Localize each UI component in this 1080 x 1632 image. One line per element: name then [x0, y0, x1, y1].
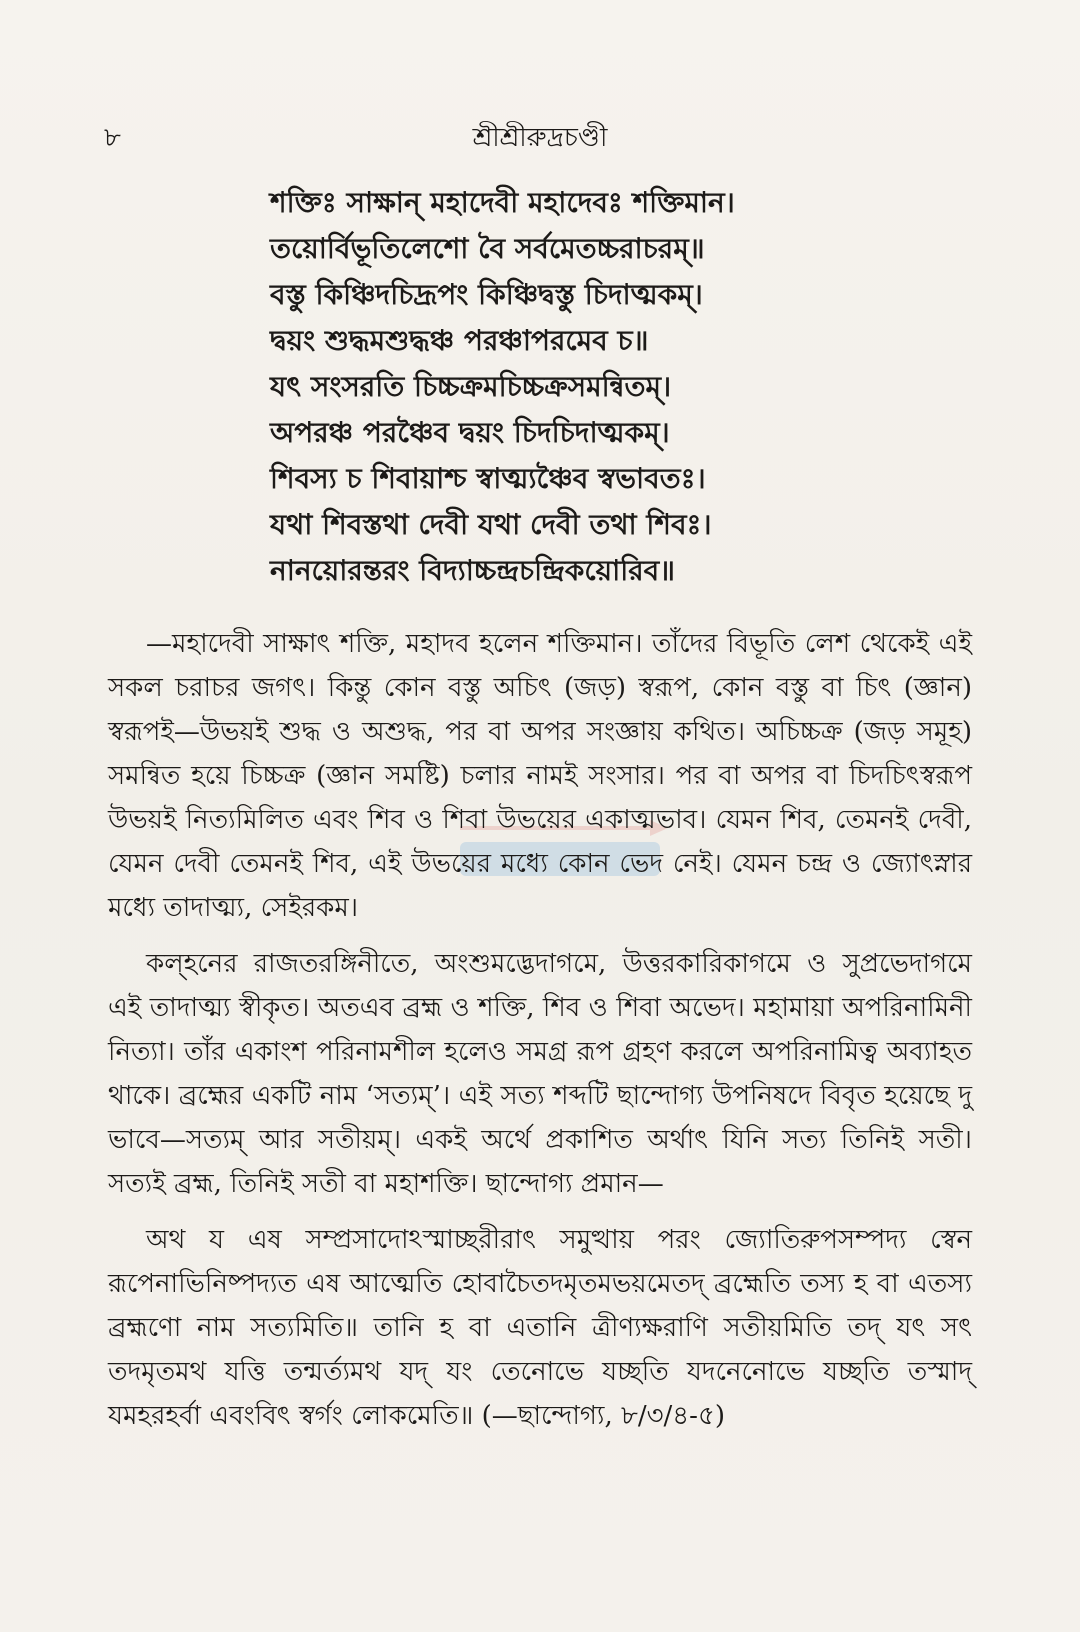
- page-number: ৮: [104, 123, 121, 153]
- paragraph: —মহাদেবী সাক্ষাৎ শক্তি, মহাদব হলেন শক্তিমান। তাঁদের বিভূতি লেশ থেকেই এই সকল চরাচর জগৎ। কিন্তু কোন বস্তু অচিৎ (জড়) স্বরূপ, কোন বস্তু বা চিৎ (জ্ঞান) স্বরূপই—উভয়ই শুদ্ধ ও অশুদ্ধ, পর বা অপর সংজ্ঞায় কথিত। অচিচ্চক্র (জড় সমূহ) সমন্বিত হয়ে চিচ্চক্র (জ্ঞান সমষ্টি) চলার নামই সংসার। পর বা অপর বা চিদচিৎস্বরূপ উভয়ই নিত্যমিলিত এবং শিব ও শিবা উভয়ের একাত্মভাব। যেমন শিব, তেমনই দেবী, যেমন দেবী তেমনই শিব, এই উভয়ের মধ্যে কোন ভেদ নেই। যেমন চন্দ্র ও জ্যোৎস্নার মধ্যে তাদাত্ম্য, সেইরকম।: [108, 629, 972, 923]
- verse-line: নানয়োরন্তরং বিদ্যাচ্চন্দ্রচন্দ্রিকয়োরিব॥: [270, 554, 676, 587]
- sanskrit-verse: [270, 180, 990, 594]
- running-title: শ্রীশ্রীরুদ্রচণ্ডী: [472, 123, 608, 153]
- paragraph: কল্হনের রাজতরঙ্গিনীতে, অংশুমদ্ভেদাগমে, উত্তরকারিকাগমে ও সুপ্রভেদাগমে এই তাদাত্ম্য স্বীকৃত। অতএব ব্রহ্ম ও শক্তি, শিব ও শিবা অভেদ। মহামায়া অপরিনামিনী নিত্যা। তাঁর একাংশ পরিনামশীল হলেও সমগ্র রূপ গ্রহণ করলে অপরিনামিত্ব অব্যাহত থাকে। ব্রহ্মের একটি নাম ‘সত্যম্’। এই সত্য শব্দটি ছান্দোগ্য উপনিষদে বিবৃত হয়েছে দু ভাবে—সত্যম্ আর সতীয়ম্। একই অর্থে প্রকাশিত অর্থাৎ যিনি সত্য তিনিই সতী। সত্যই ব্রহ্ম, তিনিই সতী বা মহাশক্তি। ছান্দোগ্য প্রমান—: [108, 949, 972, 1199]
- page-header: [0, 118, 1080, 158]
- verse-line: শিবস্য চ শিবায়াশ্চ স্বাত্ম্যঞ্চৈব স্বভাবতঃ।: [270, 462, 706, 495]
- verse-line: শক্তিঃ সাক্ষান্ মহাদেবী মহাদেবঃ শক্তিমান।: [270, 186, 735, 219]
- paragraph: অথ য এষ সম্প্রসাদোঽস্মাচ্ছরীরাৎ সমুত্থায় পরং জ্যোতিরুপসম্পদ্য স্বেন রূপেনাভিনিষ্পদ্যত এষ আত্মেতি হোবাচৈতদমৃতমভয়মেতদ্ ব্রহ্মেতি তস্য হ বা এতস্য ব্রহ্মণো নাম সত্যমিতি॥ তানি হ বা এতানি ত্রীণ্যক্ষরাণি সতীয়মিতি তদ্ যৎ সৎ তদমৃতমথ যত্তি তন্মর্ত্যমথ যদ্ যং তেনোভে যচ্ছতি যদনেনোভে যচ্ছতি তস্মাদ্ যমহরহর্বা এবংবিৎ স্বর্গং লোকমেতি॥ (—ছান্দোগ্য, ৮/৩/৪-৫): [108, 1225, 972, 1431]
- verse-line: যৎ সংসরতি চিচ্চক্রমচিচ্চক্রসমন্বিতম্।: [270, 370, 672, 403]
- verse-line: যথা শিবস্তথা দেবী যথা দেবী তথা শিবঃ।: [270, 508, 712, 541]
- verse-line: বস্তু কিঞ্চিদচিদ্রূপং কিঞ্চিদ্বস্তু চিদাত্মকম্।: [270, 278, 703, 311]
- commentary: [108, 622, 972, 1450]
- verse-line: দ্বয়ং শুদ্ধমশুদ্ধঞ্চ পরঞ্চাপরমেব চ॥: [270, 324, 649, 357]
- verse-line: অপরঞ্চ পরঞ্চৈব দ্বয়ং চিদচিদাত্মকম্।: [270, 416, 670, 449]
- verse-line: তয়োর্বিভূতিলেশো বৈ সর্বমেতচ্চরাচরম্॥: [270, 232, 705, 265]
